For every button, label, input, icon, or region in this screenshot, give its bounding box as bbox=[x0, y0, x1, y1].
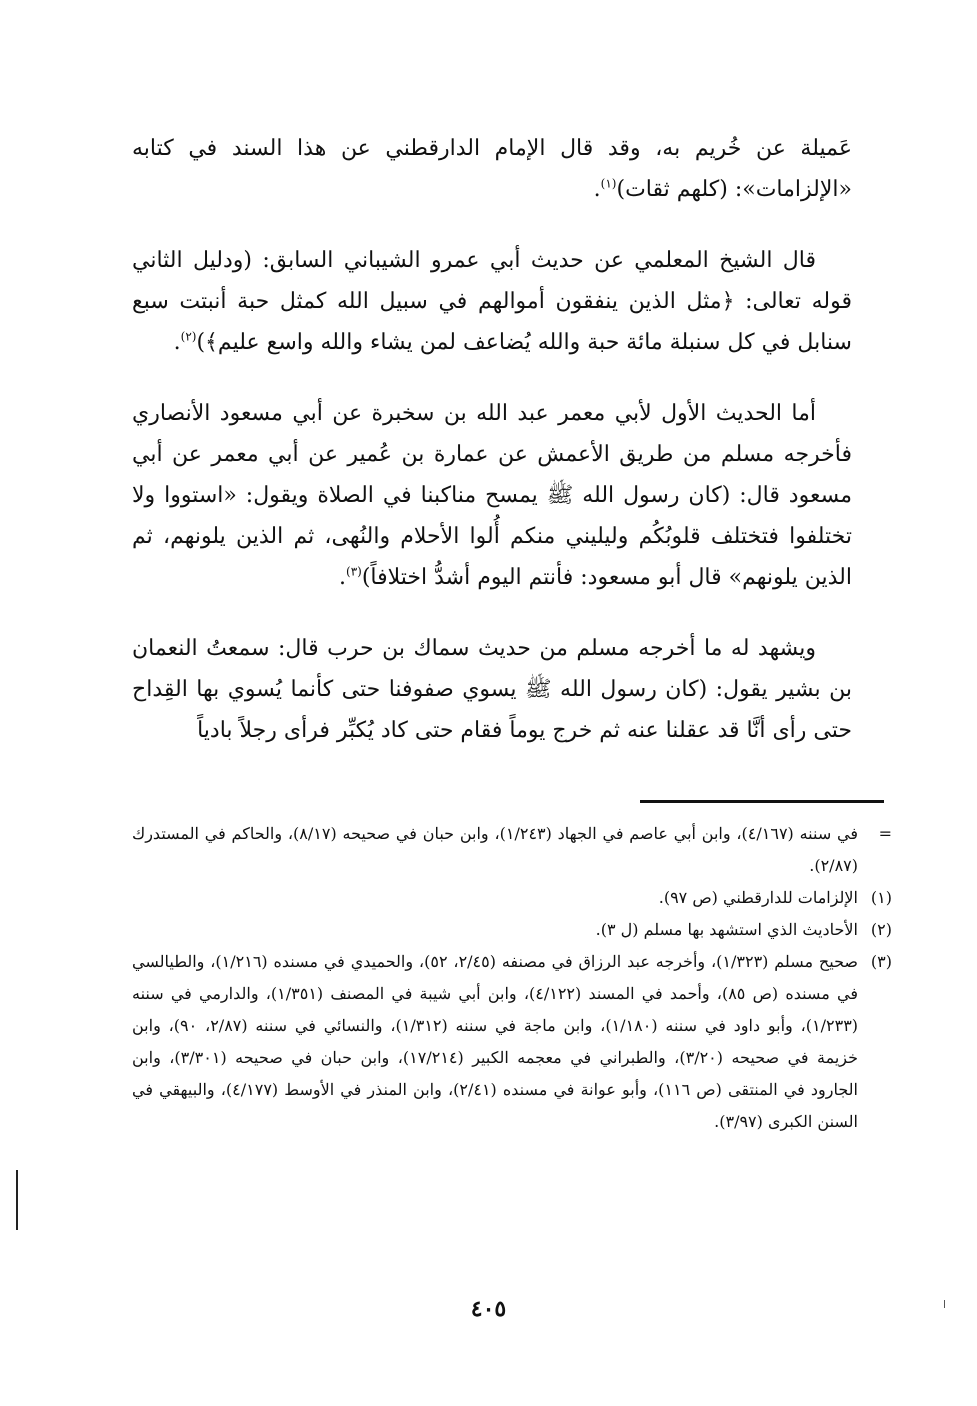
footnote-ref-2: (٢) bbox=[180, 329, 197, 344]
footnote-3 bbox=[132, 946, 892, 1138]
paragraph-4: ويشهد له ما أخرجه مسلم من حديث سماك بن حرب قال: سمعتُ النعمان بن بشير يقول: (كان رسول الله ﷺ يسوي صفوفنا حتى كأنما يُسوي بها القِداح حتى رأى أنَّا قد عقلنا عنه ثم خرج يوماً فقام حتى كاد يُكبِّر فرأى رجلاً بادياً bbox=[132, 636, 852, 743]
footnote-marker: = bbox=[878, 824, 892, 843]
footnote-ref-1: (١) bbox=[600, 176, 617, 191]
footnote-text: الإلزامات للدارقطني (ص ٩٧). bbox=[658, 888, 858, 907]
footnote-ref-3: (٣) bbox=[346, 564, 362, 579]
footnote-text: صحيح مسلم (١/٣٢٣)، وأخرجه عبد الرزاق في مصنفه (٢/٤٥، ٥٢)، والحميدي في مسنده (١/٢١٦)، والطيالسي في مسنده (ص ٨٥)، وأحمد في المسند (٤/١٢٢)، وابن أبي شيبة في المصنف (١/٣٥١)، والدارمي في سننه (١/٢٣٣)، وأبو داود في سننه (١/١٨٠)، وابن ماجة في سننه (١/٣١٢)، والنسائي في سننه (٢/٨٧، ٩٠)، وابن خزيمة في صحيحه (٣/٢٠)، والطبراني في معجمه الكبير (١٧/٢١٤)، وابن حبان في صحيحه (٣/٣٠١)، وابن الجارود في المنتقى (ص ١١٦)، وأبو عوانة في مسنده (٢/٤١)، وابن المنذر في الأوسط (٤/١٧٧)، والبيهقي في السنن الكبرى (٣/٩٧). bbox=[132, 952, 859, 1131]
scan-margin-mark bbox=[16, 1170, 18, 1230]
footnote-marker: (٣) bbox=[870, 952, 892, 971]
footnotes bbox=[132, 818, 892, 1138]
paragraph-1: عَميلة عن خُريم به، وقد قال الإمام الدارقطني عن هذا السند في كتابه «الإلزامات»: (كلهم ثقات)$^{(١)}$. bbox=[132, 136, 852, 202]
footnote-text: الأحاديث الذي استشهد بها مسلم (ل ٣). bbox=[595, 920, 858, 939]
paragraph-2: قال الشيخ المعلمي عن حديث أبي عمرو الشيباني السابق: (ودليل الثاني قوله تعالى: ﴿مثل الذين ينفقون أموالهم في سبيل الله كمثل حبة أنبتت سبع سنابل في كل سنبلة مائة حبة والله يُضاعف لمن يشاء والله واسع عليم﴾)$^{(٢)}$. bbox=[132, 248, 852, 355]
footnote-separator bbox=[640, 800, 884, 803]
page-number: ٤٠٥ bbox=[470, 1296, 507, 1322]
footnote-1 bbox=[132, 882, 892, 914]
footnote-marker: (٢) bbox=[870, 920, 892, 939]
body-text bbox=[132, 128, 852, 781]
footnote-2 bbox=[132, 914, 892, 946]
scan-margin-tick bbox=[944, 1300, 945, 1308]
footnote-text: في سننه (٤/١٦٧)، وابن أبي عاصم في الجهاد (١/٢٤٣)، وابن حبان في صحيحه (٨/١٧)، والحاكم في المستدرك (٢/٨٧). bbox=[132, 824, 859, 875]
footnote-continued bbox=[132, 818, 892, 882]
paragraph-3: أما الحديث الأول لأبي معمر عبد الله بن سخبرة عن أبي مسعود الأنصاري فأخرجه مسلم من طريق الأعمش عن عمارة بن عُمير عن أبي معمر عن أبي مسعود قال: (كان رسول الله ﷺ يمسح مناكبنا في الصلاة ويقول: «استووا ولا تختلفوا فتختلف قلوبُكُم وليليني منكم أُلوا الأحلام والنُهى، ثم الذين يلونهم، ثم الذين يلونهم» قال أبو مسعود: فأنتم اليوم أشدُّ اختلافاً)$^{(٣)}$. bbox=[132, 401, 852, 590]
footnote-marker: (١) bbox=[870, 888, 892, 907]
